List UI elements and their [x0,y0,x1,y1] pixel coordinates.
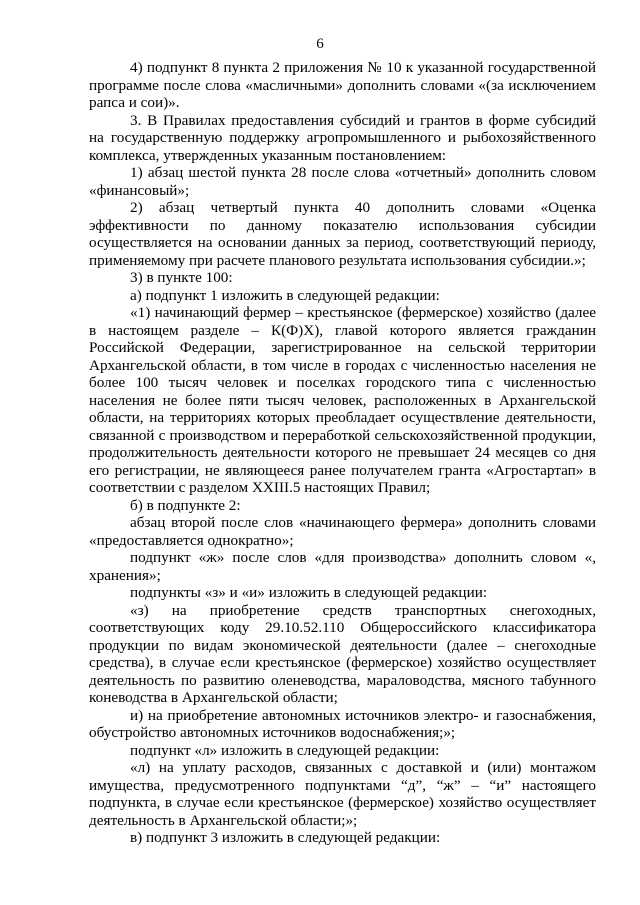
paragraph-subpoint-zh: подпункт «ж» после слов «для производства» дополнить словом «, хранения»; [89,549,596,584]
paragraph-second-abzac: абзац второй после слов «начинающего фермера» дополнить словами «предоставляется однократно»; [89,514,596,549]
paragraph-subpoint-l-text: «л) на уплату расходов, связанных с доставкой и (или) монтажом имущества, предусмотренного подпунктами “д”, “ж” – “и” настоящего подпункта, в случае если крестьянское (фермерское) хозяйство осуществляет деятельность в Архангельской области;»; [89,759,596,829]
paragraph-subitem-b: б) в подпункте 2: [130,496,241,514]
paragraph-item-3-point-100: 3) в пункте 100: [130,269,233,286]
paragraph-beginning-farmer-definition: «1) начинающий фермер – крестьянское (фермерское) хозяйство (далее в настоящем разделе – К(Ф)Х), главой которого является гражданин Российской Федерации, зарегистрированное на сельской территории Архангельской области, в том числе в городах с численностью населения не более 100 тысяч человек и поселках городского типа с численностью населения не более пяти тысяч человек, расположенных в Архангельской области, на территориях которых преобладает осуществление деятельности, связанной с производством и переработкой сельскохозяйственной продукции, продолжительность деятельности которого не превышает 24 месяцев со дня его регистрации, не являющееся ранее получателем гранта «Агростартап» в соответствии с разделом XXIII.5 настоящих Правил; [89,304,596,496]
paragraph-subpoints-z-i: подпункты «з» и «и» изложить в следующей редакции: [130,584,488,601]
page-number: 6 [316,36,324,52]
paragraph-subitem-v: в) подпункт 3 изложить в следующей редакции: [130,829,441,846]
paragraph-section-3-intro: 3. В Правилах предоставления субсидий и грантов в форме субсидий на государственную поддержку агропромышленного и рыбохозяйственного комплекса, утвержденных указанным постановлением: [89,111,596,164]
document-body [89,59,596,847]
paragraph-item-1-point-28: 1) абзац шестой пункта 28 после слова «отчетный» дополнить словом «финансовый»; [89,164,596,199]
paragraph-subpoint-z-text: «з) на приобретение средств транспортных снегоходных, соответствующих коду 29.10.52.110 Общероссийского классификатора продукции по видам экономической деятельности (далее – снегоходные средства), в случае если крестьянское (фермерское) хозяйство осуществляет деятельность по развитию оленеводства, мараловодства, мясного табунного коневодства в Архангельской области; [89,601,596,706]
paragraph-subpoint-l: подпункт «л» изложить в следующей редакции: [130,741,440,759]
paragraph-item-4-subpoint-8: 4) подпункт 8 пункта 2 приложения № 10 к указанной государственной программе после слова «масличными» дополнить словами «(за исключением рапса и сои)». [89,59,596,111]
paragraph-item-2-point-40: 2) абзац четвертый пункта 40 дополнить словами «Оценка эффективности по данному показателю использования субсидии осуществляется на основании данных за период, соответствующий периоду, применяемому при расчете планового результата использования субсидии.»; [89,199,596,269]
paragraph-subitem-a: а) подпункт 1 изложить в следующей редакции: [130,286,440,304]
paragraph-subpoint-i-text: и) на приобретение автономных источников электро- и газоснабжения, обустройство автономных источников водоснабжения;»; [89,706,596,741]
